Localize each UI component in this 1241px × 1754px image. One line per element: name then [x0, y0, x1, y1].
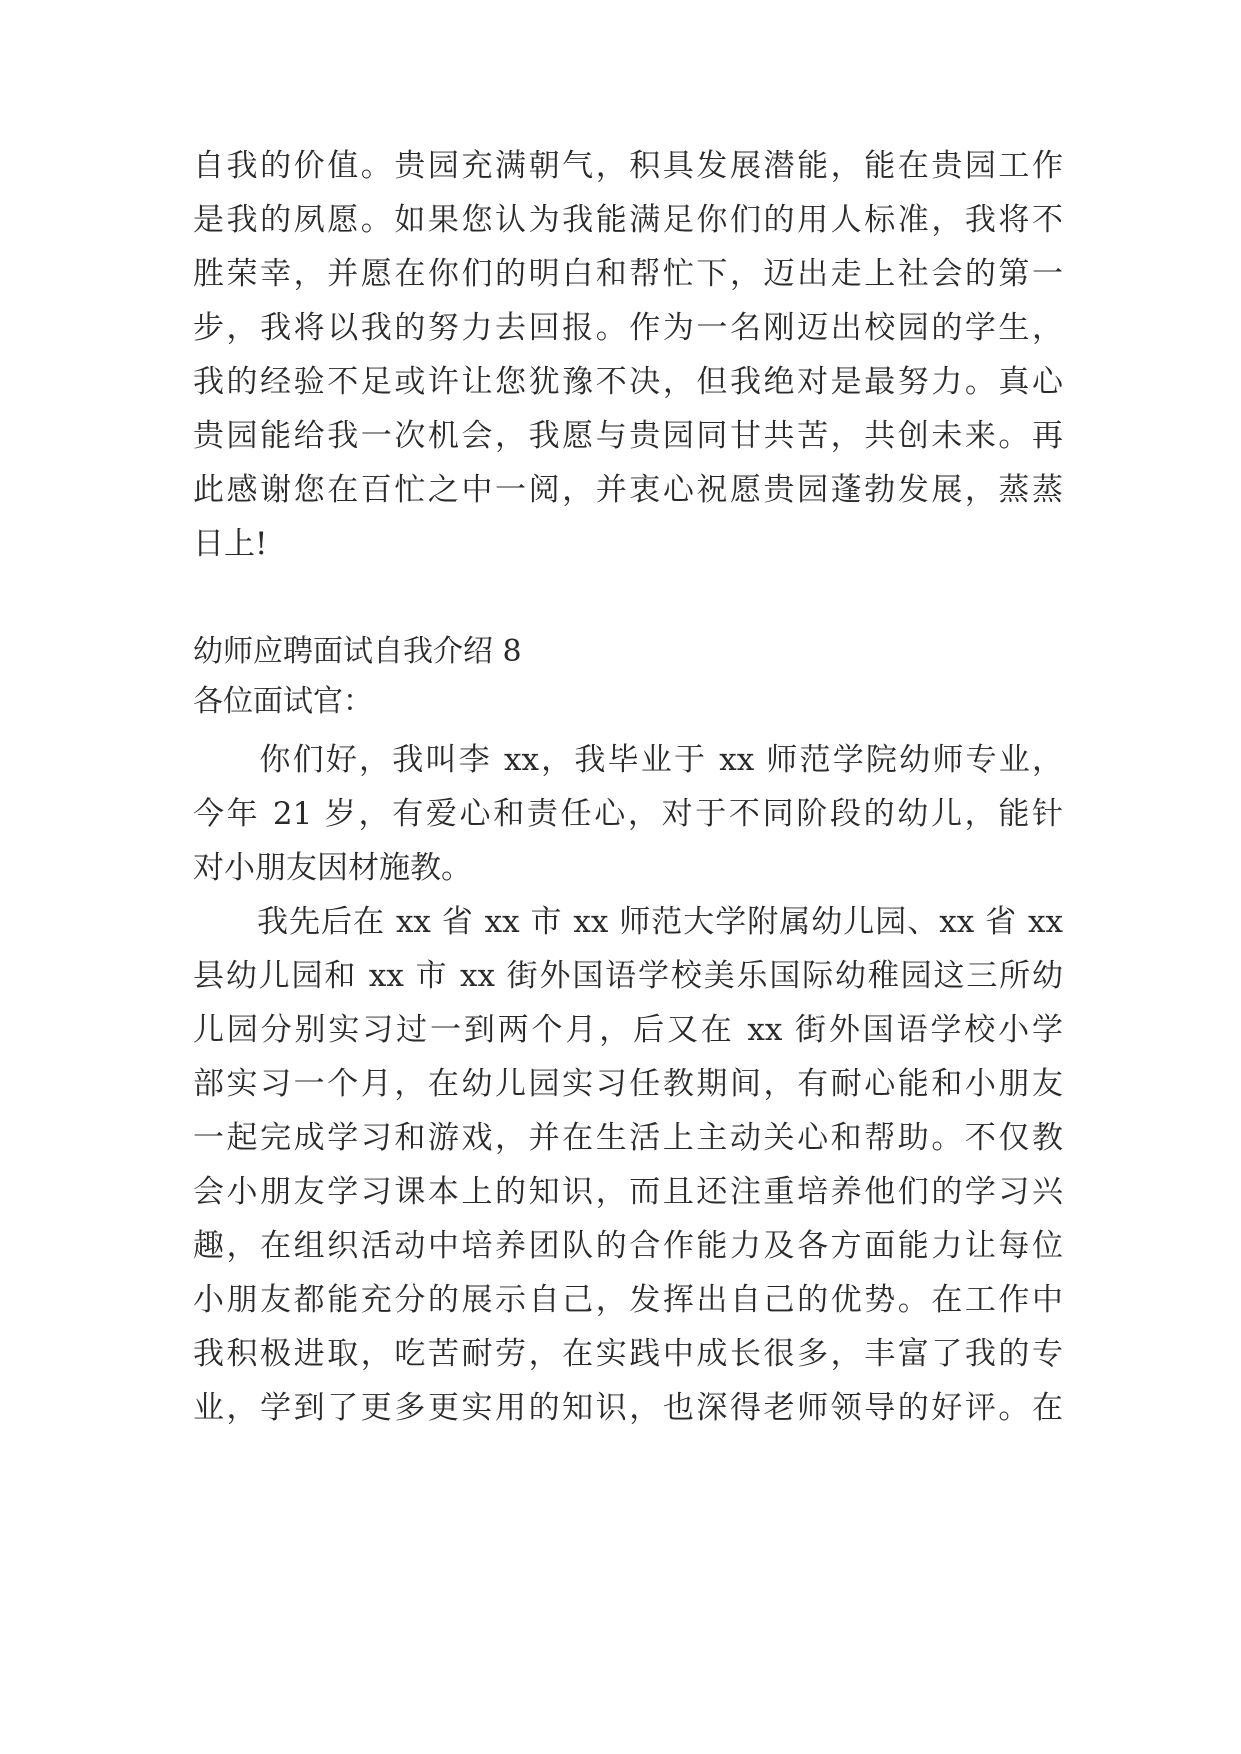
paragraph-line: 胜荣幸，并愿在你们的明白和帮忙下，迈出走上社会的第一	[193, 256, 1063, 292]
paragraph-line: 步，我将以我的努力去回报。作为一名刚迈出校园的学生，	[193, 310, 1063, 346]
paragraph-line: 儿园分别实习过一到两个月，后又在 xx 街外国语学校小学	[193, 1012, 1063, 1048]
paragraph-line: 今年 21 岁，有爱心和责任心，对于不同阶段的幼儿，能针	[193, 796, 1063, 832]
paragraph-line: 对小朋友因材施教。	[193, 850, 472, 886]
paragraph-line: 我先后在 xx 省 xx 市 xx 师范大学附属幼儿园、xx 省 xx	[193, 904, 1063, 940]
paragraph-line: 趣，在组织活动中培养团队的合作能力及各方面能力让每位	[193, 1228, 1063, 1264]
section-title: 幼师应聘面试自我介绍 8	[193, 634, 522, 669]
paragraph-line: 是我的夙愿。如果您认为我能满足你们的用人标准，我将不	[193, 202, 1063, 238]
paragraph-line: 业，学到了更多更实用的知识，也深得老师领导的好评。在	[193, 1390, 1063, 1426]
paragraph-line: 县幼儿园和 xx 市 xx 街外国语学校美乐国际幼稚园这三所幼	[193, 958, 1063, 994]
paragraph-line: 自我的价值。贵园充满朝气，积具发展潜能，能在贵园工作	[193, 148, 1063, 184]
paragraph-line: 此感谢您在百忙之中一阅，并衷心祝愿贵园蓬勃发展，蒸蒸	[193, 472, 1063, 508]
paragraph-line: 贵园能给我一次机会，我愿与贵园同甘共苦，共创未来。再	[193, 418, 1063, 454]
paragraph-line: 会小朋友学习课本上的知识，而且还注重培养他们的学习兴	[193, 1174, 1063, 1210]
paragraph-line: 部实习一个月，在幼儿园实习任教期间，有耐心能和小朋友	[193, 1066, 1063, 1102]
paragraph-line: 我的经验不足或许让您犹豫不决，但我绝对是最努力。真心	[193, 364, 1063, 400]
paragraph-line: 小朋友都能充分的展示自己，发挥出自己的优势。在工作中	[193, 1282, 1063, 1318]
paragraph-line: 日上!	[193, 526, 268, 562]
paragraph-line: 你们好，我叫李 xx，我毕业于 xx 师范学院幼师专业，	[193, 742, 1063, 778]
salutation: 各位面试官：	[193, 684, 373, 719]
paragraph-line: 我积极进取，吃苦耐劳，在实践中成长很多，丰富了我的专	[193, 1336, 1063, 1372]
paragraph-line: 一起完成学习和游戏，并在生活上主动关心和帮助。不仅教	[193, 1120, 1063, 1156]
